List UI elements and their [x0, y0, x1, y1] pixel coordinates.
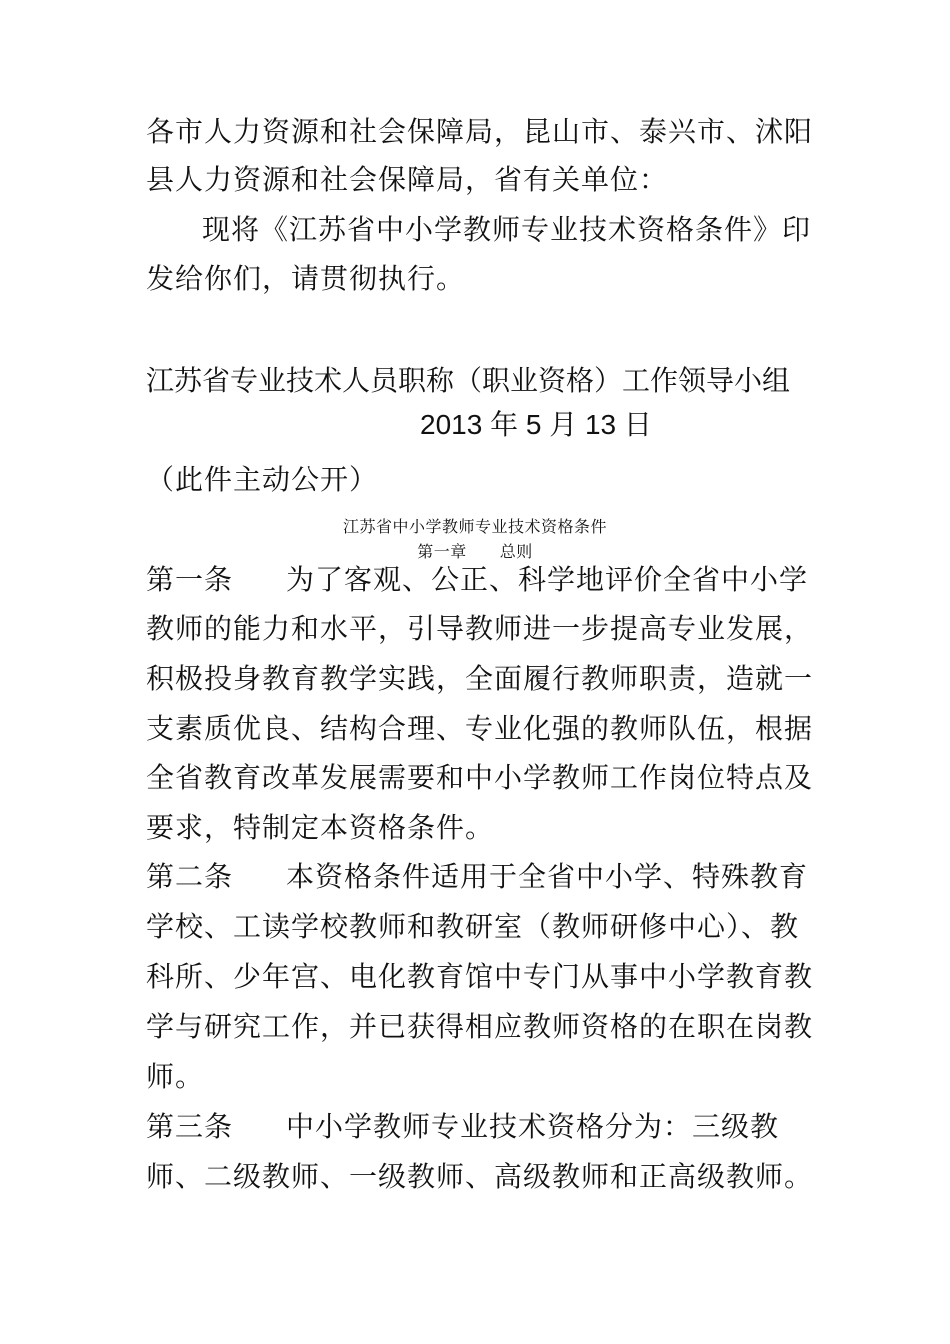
article-3-text-1: 中小学教师专业技术资格分为：三级教: [286, 1110, 780, 1143]
article-3-line-1: [146, 1110, 779, 1144]
article-1-line-6: 要求，特制定本资格条件。: [146, 811, 495, 844]
article-2-text-1: 本资格条件适用于全省中小学、特殊教育: [286, 860, 809, 893]
disclosure-note: （此件主动公开）: [146, 463, 379, 496]
article-1-line-4: 支素质优良、结构合理、专业化强的教师队伍，根据: [146, 712, 814, 745]
issuer: 江苏省专业技术人员职称（职业资格）工作领导小组: [146, 364, 791, 397]
article-1-line-2: 教师的能力和水平，引导教师进一步提高专业发展，: [146, 612, 814, 645]
chapter-heading: 第一章 总则: [417, 542, 533, 561]
article-2-line-2: 学校、工读学校教师和教研室（教师研修中心）、教: [146, 910, 800, 943]
article-2-line-4: 学与研究工作，并已获得相应教师资格的在职在岗教: [146, 1010, 814, 1043]
article-1-line-1: [146, 563, 808, 597]
notice-line-4: 发给你们，请贯彻执行。: [146, 262, 466, 295]
article-2-line-3: 科所、少年宫、电化教育馆中专门从事中小学教育教: [146, 960, 814, 993]
article-2-line-1: [146, 860, 808, 894]
article-3-label: 第三条: [146, 1110, 234, 1143]
article-3-line-2: 师、二级教师、一级教师、高级教师和正高级教师。: [146, 1160, 814, 1193]
notice-line-3: 现将《江苏省中小学教师专业技术资格条件》印: [202, 213, 812, 246]
article-1-text-1: 为了客观、公正、科学地评价全省中小学: [286, 563, 809, 596]
regulation-title: 江苏省中小学教师专业技术资格条件: [342, 517, 607, 536]
article-2-label: 第二条: [146, 860, 234, 893]
article-2-line-5: 师。: [146, 1060, 205, 1093]
issue-date: 2013 年 5 月 13 日: [420, 409, 652, 440]
notice-line-2: 县人力资源和社会保障局，省有关单位：: [146, 163, 669, 196]
article-1-label: 第一条: [146, 563, 234, 596]
article-1-line-3: 积极投身教育教学实践，全面履行教师职责，造就一: [146, 662, 814, 695]
article-1-line-5: 全省教育改革发展需要和中小学教师工作岗位特点及: [146, 761, 814, 794]
notice-line-1: 各市人力资源和社会保障局，昆山市、泰兴市、沭阳: [146, 115, 814, 148]
